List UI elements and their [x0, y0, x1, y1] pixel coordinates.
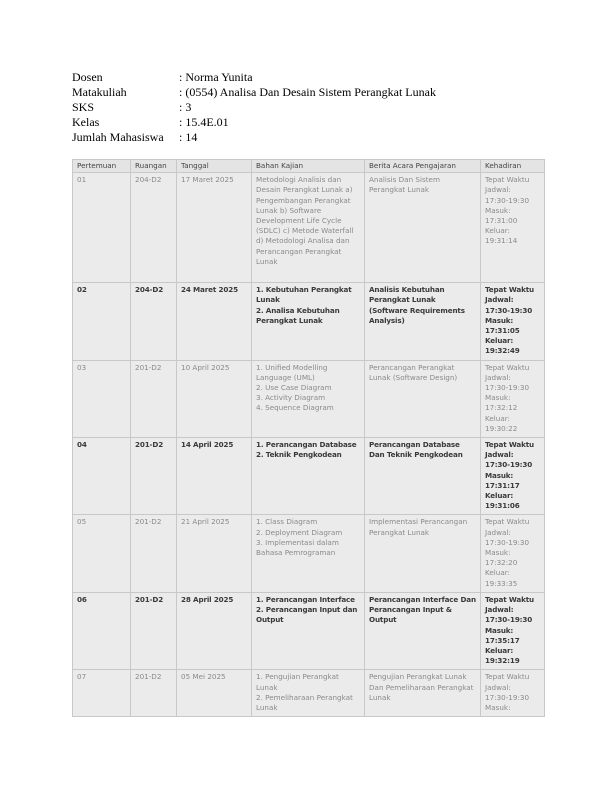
- cell-kehadiran: Tepat Waktu Jadwal: 17:30-19:30 Masuk: 17:31:17 Keluar: 19:31:06: [481, 438, 545, 515]
- cell-kehadiran: Tepat Waktu Jadwal: 17:30-19:30 Masuk: 17:31:00 Keluar: 19:31:14: [481, 173, 545, 283]
- matakuliah-label: Matakuliah: [72, 85, 127, 99]
- cell-pertemuan: 05: [73, 515, 131, 592]
- cell-bahan-kajian: 1. Class Diagram 2. Deployment Diagram 3. Implementasi dalam Bahasa Pemrograman: [252, 515, 365, 592]
- header-bahan-kajian: Bahan Kajian: [252, 160, 365, 173]
- info-row-kelas: [72, 115, 436, 130]
- cell-bahan-kajian: 1. Unified Modelling Language (UML) 2. Use Case Diagram 3. Activity Diagram 4. Sequence Diagram: [252, 360, 365, 437]
- cell-bahan-kajian: 1. Perancangan Interface 2. Perancangan Input dan Output: [252, 592, 365, 669]
- info-row-dosen: [72, 70, 436, 85]
- cell-tanggal: 14 April 2025: [177, 438, 252, 515]
- cell-berita-acara: Pengujian Perangkat Lunak Dan Pemeliharaan Perangkat Lunak: [365, 670, 481, 717]
- cell-pertemuan: 06: [73, 592, 131, 669]
- sks-label: SKS: [72, 100, 95, 114]
- cell-kehadiran: Tepat Waktu Jadwal: 17:30-19:30 Masuk: 17:31:05 Keluar: 19:32:49: [481, 283, 545, 360]
- info-row-matakuliah: [72, 85, 436, 100]
- table-header-row: [73, 160, 545, 173]
- cell-tanggal: 28 April 2025: [177, 592, 252, 669]
- cell-pertemuan: 07: [73, 670, 131, 717]
- cell-tanggal: 05 Mei 2025: [177, 670, 252, 717]
- cell-pertemuan: 02: [73, 283, 131, 360]
- cell-tanggal: 24 Maret 2025: [177, 283, 252, 360]
- cell-kehadiran: Tepat Waktu Jadwal: 17:30-19:30 Masuk:: [481, 670, 545, 717]
- table-row: [73, 360, 545, 437]
- kelas-label: Kelas: [72, 115, 100, 129]
- info-row-jumlah: [72, 130, 436, 145]
- cell-pertemuan: 03: [73, 360, 131, 437]
- attendance-table: [72, 159, 545, 717]
- cell-tanggal: 17 Maret 2025: [177, 173, 252, 283]
- cell-berita-acara: Perancangan Perangkat Lunak (Software Design): [365, 360, 481, 437]
- jumlah-label: Jumlah Mahasiswa: [72, 130, 164, 144]
- cell-kehadiran: Tepat Waktu Jadwal: 17:30-19:30 Masuk: 17:35:17 Keluar: 19:32:19: [481, 592, 545, 669]
- cell-kehadiran: Tepat Waktu Jadwal: 17:30-19:30 Masuk: 17:32:20 Keluar: 19:33:35: [481, 515, 545, 592]
- sks-value: : 3: [179, 100, 192, 114]
- cell-berita-acara: Implementasi Perancangan Perangkat Lunak: [365, 515, 481, 592]
- cell-pertemuan: 04: [73, 438, 131, 515]
- cell-berita-acara: Analisis Dan Sistem Perangkat Lunak: [365, 173, 481, 283]
- dosen-label: Dosen: [72, 70, 103, 84]
- cell-kehadiran: Tepat Waktu Jadwal: 17:30-19:30 Masuk: 17:32:12 Keluar: 19:30:22: [481, 360, 545, 437]
- dosen-value: : Norma Yunita: [179, 70, 253, 84]
- cell-bahan-kajian: Metodologi Analisis dan Desain Perangkat Lunak a) Pengembangan Perangkat Lunak b) Software Development Life Cycle (SDLC) c) Metode Waterfall d) Metodologi Analisa dan Perancangan Perangkat Lunak: [252, 173, 365, 283]
- table-row: [73, 592, 545, 669]
- table-row: [73, 670, 545, 717]
- kelas-value: : 15.4E.01: [179, 115, 229, 129]
- table-row: [73, 438, 545, 515]
- cell-tanggal: 21 April 2025: [177, 515, 252, 592]
- course-info: [72, 70, 436, 145]
- cell-bahan-kajian: 1. Pengujian Perangkat Lunak 2. Pemeliharaan Perangkat Lunak: [252, 670, 365, 717]
- cell-berita-acara: Perancangan Interface Dan Perancangan Input & Output: [365, 592, 481, 669]
- header-kehadiran: Kehadiran: [481, 160, 545, 173]
- cell-ruangan: 201-D2: [131, 515, 177, 592]
- info-row-sks: [72, 100, 436, 115]
- cell-ruangan: 201-D2: [131, 360, 177, 437]
- cell-berita-acara: Perancangan Database Dan Teknik Pengkodean: [365, 438, 481, 515]
- header-pertemuan: Pertemuan: [73, 160, 131, 173]
- header-berita-acara: Berita Acara Pengajaran: [365, 160, 481, 173]
- cell-berita-acara: Analisis Kebutuhan Perangkat Lunak (Software Requirements Analysis): [365, 283, 481, 360]
- cell-ruangan: 204-D2: [131, 173, 177, 283]
- cell-ruangan: 201-D2: [131, 592, 177, 669]
- table-row: [73, 515, 545, 592]
- cell-pertemuan: 01: [73, 173, 131, 283]
- jumlah-value: : 14: [179, 130, 198, 144]
- cell-ruangan: 201-D2: [131, 670, 177, 717]
- table-row: [73, 173, 545, 283]
- table-row: [73, 283, 545, 360]
- cell-bahan-kajian: 1. Kebutuhan Perangkat Lunak 2. Analisa Kebutuhan Perangkat Lunak: [252, 283, 365, 360]
- matakuliah-value: : (0554) Analisa Dan Desain Sistem Perangkat Lunak: [179, 85, 436, 99]
- cell-ruangan: 201-D2: [131, 438, 177, 515]
- cell-tanggal: 10 April 2025: [177, 360, 252, 437]
- header-ruangan: Ruangan: [131, 160, 177, 173]
- header-tanggal: Tanggal: [177, 160, 252, 173]
- cell-bahan-kajian: 1. Perancangan Database 2. Teknik Pengkodean: [252, 438, 365, 515]
- cell-ruangan: 204-D2: [131, 283, 177, 360]
